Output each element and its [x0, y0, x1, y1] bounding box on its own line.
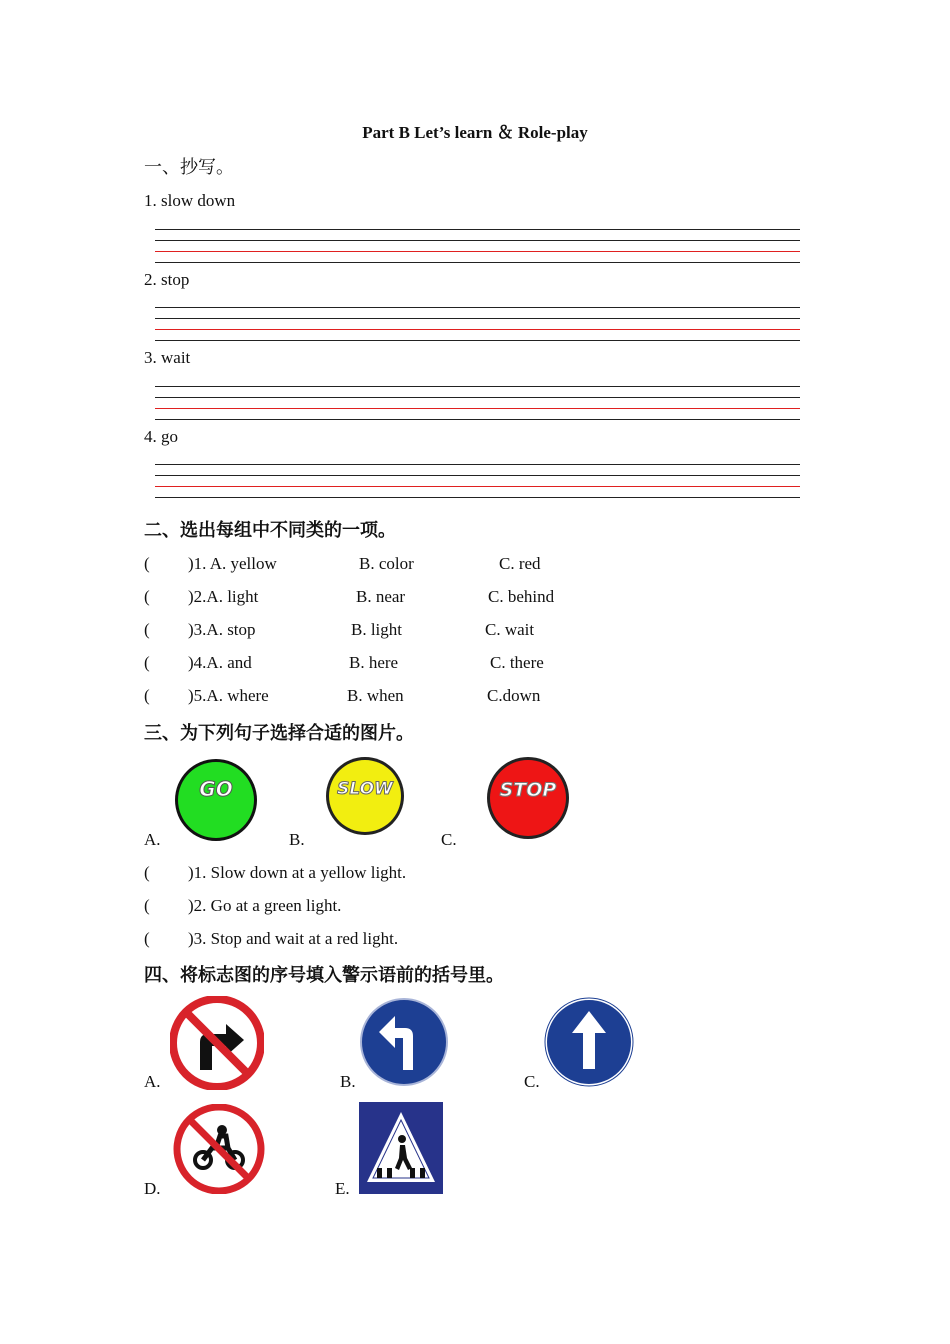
q3-2-sentence: )2. Go at a green light. — [188, 896, 342, 915]
green-light-go — [172, 756, 260, 844]
red-light-stop — [486, 756, 570, 840]
q2-1-paren[interactable]: ( — [144, 554, 150, 573]
q2-4-option-b: B. here — [349, 653, 399, 672]
q2-3-option-a: )3.A. stop — [188, 620, 256, 639]
sign-a-label: A. — [144, 1072, 161, 1091]
sign-e-label: E. — [335, 1179, 350, 1198]
option-a-label: A. — [144, 830, 161, 849]
q2-4-option-c: C. there — [490, 653, 544, 672]
q3-3-sentence: )3. Stop and wait at a red light. — [188, 929, 399, 948]
q2-2-option-c: C. behind — [488, 587, 555, 606]
q3-1-paren[interactable]: ( — [144, 863, 150, 882]
q2-1-option-b: B. color — [359, 554, 414, 573]
go-straight-sign — [544, 997, 634, 1087]
sign-c-label: C. — [524, 1072, 540, 1091]
writing-lines-3[interactable] — [155, 386, 800, 420]
option-c-label: C. — [441, 830, 457, 849]
copy-item-1: 1. slow down — [144, 191, 236, 210]
q2-5-option-a: )5.A. where — [188, 686, 269, 705]
writing-lines-1[interactable] — [155, 229, 800, 263]
stop-label: STOP — [499, 779, 557, 801]
copy-item-4: 4. go — [144, 427, 178, 446]
q2-4-option-a: )4.A. and — [188, 653, 252, 672]
turn-left-sign — [359, 998, 449, 1086]
q2-3-option-b: B. light — [351, 620, 403, 639]
q2-3-paren[interactable]: ( — [144, 620, 150, 639]
q2-1-option-c: C. red — [499, 554, 541, 573]
slow-label: SLOW — [337, 779, 393, 799]
no-motorcycles-sign — [172, 1104, 266, 1194]
section4-heading: 四、将标志图的序号填入警示语前的括号里。 — [144, 965, 504, 986]
sign-b-label: B. — [340, 1072, 356, 1091]
copy-item-3: 3. wait — [144, 348, 191, 367]
section2-heading: 二、选出每组中不同类的一项。 — [144, 520, 396, 541]
section1-heading: 一、抄写。 — [144, 157, 234, 178]
q2-2-paren[interactable]: ( — [144, 587, 150, 606]
no-right-turn-sign — [170, 996, 264, 1090]
q2-2-option-a: )2.A. light — [188, 587, 259, 606]
yellow-light-slow — [325, 756, 405, 840]
sign-d-label: D. — [144, 1179, 161, 1198]
q2-4-paren[interactable]: ( — [144, 653, 150, 672]
pedestrian-crossing-sign — [359, 1102, 443, 1194]
go-label: GO — [199, 777, 233, 801]
q2-5-option-b: B. when — [347, 686, 404, 705]
q2-5-option-c: C.down — [487, 686, 541, 705]
section3-heading: 三、为下列句子选择合适的图片。 — [144, 723, 414, 744]
q3-2-paren[interactable]: ( — [144, 896, 150, 915]
q2-3-option-c: C. wait — [485, 620, 535, 639]
q3-1-sentence: )1. Slow down at a yellow light. — [188, 863, 407, 882]
q2-2-option-b: B. near — [356, 587, 406, 606]
q2-1-option-a: )1. A. yellow — [188, 554, 277, 573]
page-title: Part B Let’s learn ＆ Role-play — [362, 123, 588, 142]
option-b-label: B. — [289, 830, 305, 849]
writing-lines-4[interactable] — [155, 464, 800, 498]
writing-lines-2[interactable] — [155, 307, 800, 341]
q3-3-paren[interactable]: ( — [144, 929, 150, 948]
copy-item-2: 2. stop — [144, 270, 190, 289]
q2-5-paren[interactable]: ( — [144, 686, 150, 705]
